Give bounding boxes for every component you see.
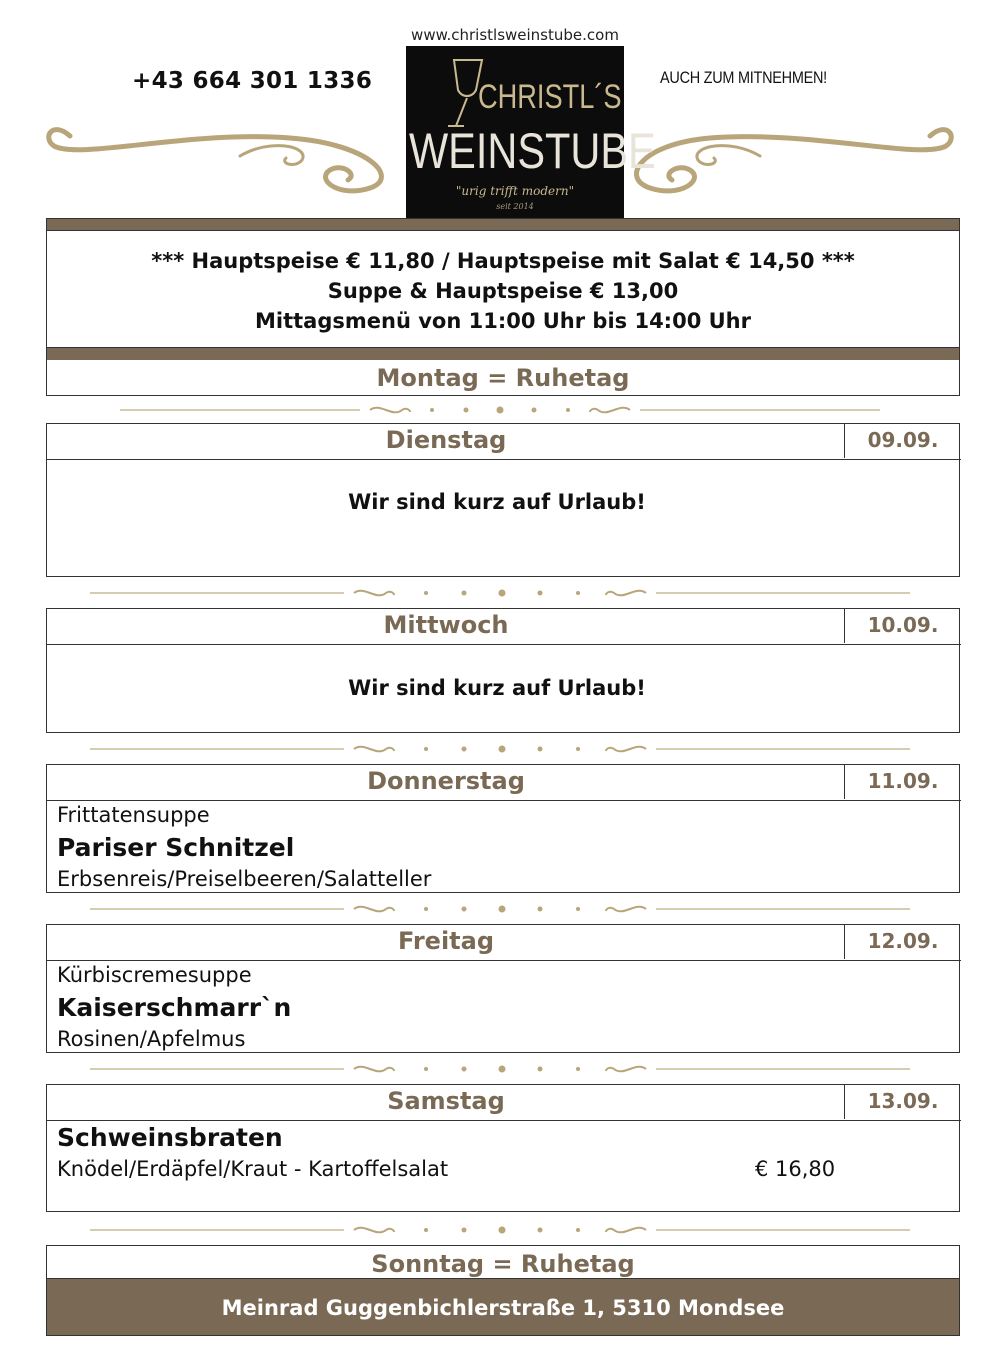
- right-swirl-ornament: [630, 108, 960, 198]
- divider-ornament: [60, 583, 940, 603]
- dish-price: € 16,80: [755, 1157, 836, 1181]
- main-dish: Pariser Schnitzel: [57, 833, 295, 862]
- divider-ornament: [60, 899, 940, 919]
- day-date: 13.09.: [844, 1085, 961, 1119]
- closed-note: Wir sind kurz auf Urlaub!: [348, 676, 646, 700]
- soup: Kürbiscremesuppe: [57, 963, 252, 987]
- closed-note: Wir sind kurz auf Urlaub!: [348, 490, 646, 514]
- monday-closed: Montag = Ruhetag: [46, 360, 960, 396]
- day-card-friday: [46, 924, 960, 1053]
- day-date: 11.09.: [844, 765, 961, 799]
- day-date: 09.09.: [844, 424, 961, 458]
- divider-ornament: [60, 400, 940, 420]
- day-date: 10.09.: [844, 609, 961, 643]
- pricing-divider-bar: [46, 347, 960, 361]
- left-swirl-ornament: [40, 108, 400, 198]
- day-card-saturday: [46, 1084, 960, 1212]
- phone-number[interactable]: +43 664 301 1336: [132, 68, 373, 94]
- pricing-line-2: Suppe & Hauptspeise € 13,00: [327, 279, 679, 303]
- soup: Frittatensuppe: [57, 803, 210, 827]
- day-name: Donnerstag: [367, 767, 525, 795]
- main-dish: Schweinsbraten: [57, 1123, 283, 1152]
- website-url[interactable]: www.christlsweinstube.com: [411, 26, 619, 44]
- divider-ornament: [60, 1059, 940, 1079]
- side-dishes: Erbsenreis/Preiselbeeren/Salatteller: [57, 867, 432, 891]
- logo-line-2: WEINSTUBE: [409, 123, 656, 179]
- side-dishes: Rosinen/Apfelmus: [57, 1027, 246, 1051]
- sunday-closed: Sonntag = Ruhetag: [46, 1245, 960, 1279]
- takeaway-note: AUCH ZUM MITNEHMEN!: [660, 68, 827, 87]
- day-card-wednesday: [46, 608, 960, 733]
- main-dish: Kaiserschmarr`n: [57, 993, 292, 1022]
- logo-line-1: CHRISTL´S: [478, 78, 622, 116]
- day-card-tuesday: [46, 423, 960, 577]
- day-name: Mittwoch: [383, 611, 509, 639]
- pricing-info: [46, 231, 960, 348]
- logo-tagline: "urig trifft modern": [455, 184, 575, 198]
- day-date: 12.09.: [844, 925, 961, 959]
- day-name: Dienstag: [385, 426, 507, 454]
- side-dishes: Knödel/Erdäpfel/Kraut - Kartoffelsalat: [57, 1157, 449, 1181]
- pricing-line-1: *** Hauptspeise € 11,80 / Hauptspeise mit Salat € 14,50 ***: [151, 249, 855, 273]
- divider-ornament: [60, 739, 940, 759]
- restaurant-logo: [406, 46, 656, 218]
- day-name: Freitag: [397, 927, 495, 955]
- logo-established: seit 2014: [496, 202, 534, 211]
- footer-address: Meinrad Guggenbichlerstraße 1, 5310 Mondsee: [46, 1278, 960, 1336]
- day-name: Samstag: [387, 1087, 505, 1115]
- pricing-line-3: Mittagsmenü von 11:00 Uhr bis 14:00 Uhr: [255, 309, 751, 333]
- day-card-thursday: [46, 764, 960, 893]
- top-divider-bar: [46, 218, 960, 231]
- divider-ornament: [60, 1220, 940, 1240]
